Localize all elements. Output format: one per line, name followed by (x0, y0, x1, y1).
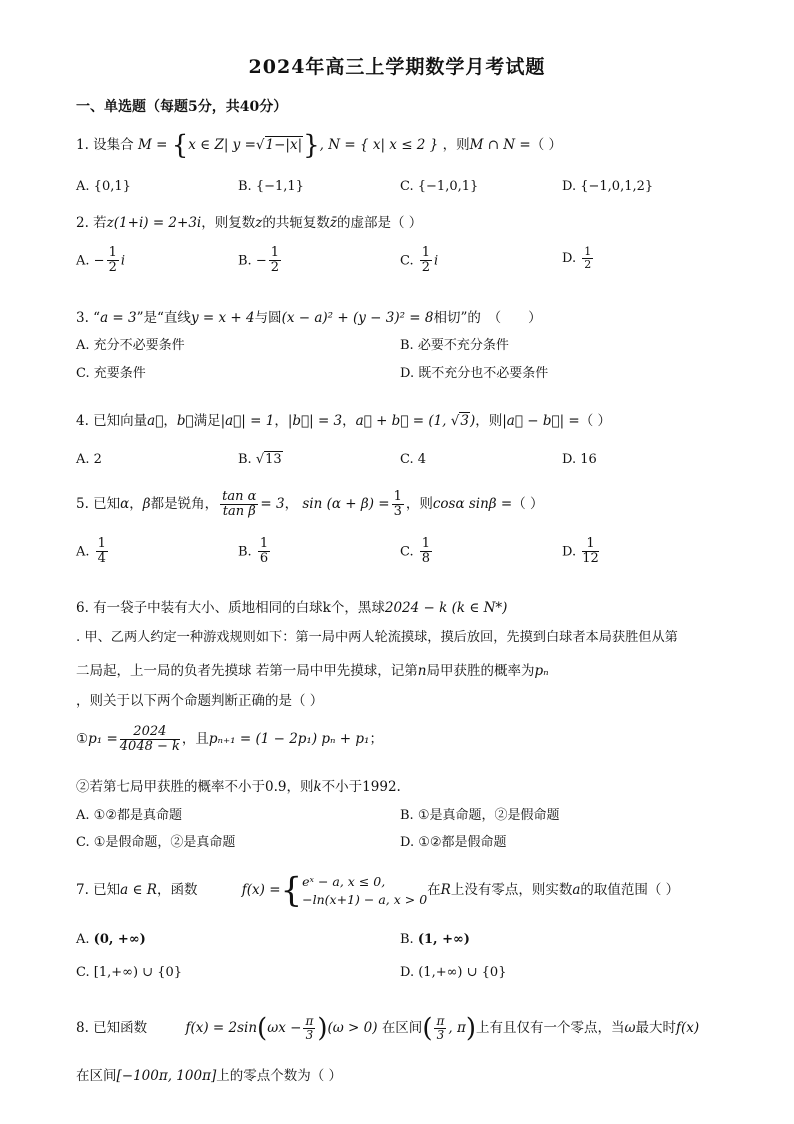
q1-answer-paren: （ ） (530, 137, 563, 153)
q2-option-b: B. − $\frac{1}{2}$ (238, 245, 280, 276)
q7-option-c: C. [1,+∞) ∪ {0} (76, 965, 183, 980)
q7-option-b: B. (1, +∞) (400, 932, 470, 947)
q4-cond-3: a⃗ + b⃗ = (1, √3) (355, 413, 476, 429)
q7-option-a: A. (0, +∞) (76, 932, 146, 947)
q7-function-label: f(x) = (241, 882, 281, 898)
page-title: 2024年高三上学期数学月考试题 (248, 56, 546, 78)
q2-option-d: D. $\frac{1}{2}$ (562, 245, 592, 272)
q4-ask: |a⃗ − b⃗| = (502, 413, 580, 429)
q8-interval: [−100π, 100π] (116, 1068, 217, 1084)
question-1-stem: 1. 设集合 M = {x ∈ Z| y =√1−|x|}, N = { x| x ≤ 2 } ，则M ∩ N =（ ） (76, 130, 563, 161)
question-8-stem: 8. 已知函数 f(x) = 2sin(ωx − $\frac{\pi}{3}$ )(ω > 0) 在区间( $\frac{\pi}{3}$ , π)上有且仅有一个零点，当ω最大时f(x) (76, 1013, 700, 1044)
q6-proposition-2: ②若第七局甲获胜的概率不小于0.9，则k不小于1992. (76, 779, 401, 795)
section-heading: 一、单选题（每题5分，共40分） (76, 99, 288, 115)
q4-option-a: A. 2 (76, 452, 102, 467)
q6-option-a: A. ①②都是真命题 (76, 808, 182, 823)
question-8-line-2: 在区间[−100π, 100π]上的零点个数为（ ） (76, 1068, 343, 1084)
q4-cond-2: |b⃗| = 3 (287, 413, 343, 429)
question-5-stem: 5. 已知α，β都是锐角， $\frac{\text{tan α}}{\text{tan β}}$ = 3， sin (α + β) = $\frac{1}{3}$ ，则cosα sinβ =（ ） (76, 488, 544, 519)
q1-set-m-label: M = (137, 137, 168, 153)
q4-cond-1: |a⃗| = 1 (220, 413, 275, 429)
q1-option-c: C. {−1,0,1} (400, 179, 479, 194)
question-7-stem: 7. 已知a ∈ R，函数 f(x) ={ eˣ − a, x ≤ 0, −ln(x+1) − a, x > 0 在R上没有零点，则实数a的取值范围（ ） (76, 870, 680, 911)
q3-line-eq: y = x + 4 (190, 310, 255, 326)
q4-option-c: C. 4 (400, 452, 427, 467)
q5-option-a: A. $\frac{1}{4}$ (76, 536, 106, 567)
q2-expression: z(1+i) = 2+3i (106, 215, 202, 231)
question-6-line-4: ，则关于以下两个命题判断正确的是（ ） (76, 693, 324, 709)
q1-option-d: D. {−1,0,1,2} (562, 179, 654, 194)
q7-option-d: D. (1,+∞) ∪ {0} (400, 965, 507, 980)
q1-expression: M ∩ N = (469, 137, 531, 153)
question-6-line-2: . 甲、乙两人约定一种游戏规则如下：第一局中两人轮流摸球，摸后放回，先摸到白球者本局获胜但从第 (76, 630, 678, 645)
q6-option-d: D. ①②都是假命题 (400, 835, 507, 850)
q6-proposition-1: ①p₁ = $\frac{2024}{4048 - k}$ ，且pₙ₊₁ = (1 − 2p₁) pₙ + p₁； (76, 723, 383, 754)
q4-option-b: B. √13 (238, 452, 282, 467)
q6-option-c: C. ①是假命题，②是真命题 (76, 835, 236, 850)
q8-function: f(x) = 2sin (185, 1020, 258, 1036)
q3-option-b: B. 必要不充分条件 (400, 338, 509, 353)
question-4-stem: 4. 已知向量a⃗，b⃗满足|a⃗| = 1，|b⃗| = 3，a⃗ + b⃗ = (1, √3)，则|a⃗ − b⃗| =（ ） (76, 413, 612, 429)
q3-option-a: A. 充分不必要条件 (76, 338, 185, 353)
q3-circle-eq: (x − a)² + (y − 3)² = 8 (281, 310, 434, 326)
q1-set-m-body: x ∈ Z| y = (188, 137, 256, 153)
q1-text-b: ，则 (442, 137, 470, 153)
q1-option-b: B. {−1,1} (238, 179, 304, 194)
q3-option-d: D. 既不充分也不必要条件 (400, 366, 549, 381)
q2-option-a: A. − $\frac{1}{2}$ i (76, 245, 126, 276)
q4-option-d: D. 16 (562, 452, 597, 467)
q5-ask: cosα sinβ = (432, 496, 513, 512)
question-2-stem: 2. 若z(1+i) = 2+3i，则复数z的共轭复数z̄的虚部是（ ） (76, 215, 423, 231)
q5-option-c: C. $\frac{1}{8}$ (400, 536, 431, 567)
question-6-line-3: 二局起，上一局的负者先摸球 若第一局中甲先摸球，记第n局甲获胜的概率为pₙ (76, 663, 549, 679)
q5-option-b: B. $\frac{1}{6}$ (238, 536, 269, 567)
q2-option-c: C. $\frac{1}{2}$ i (400, 245, 439, 276)
q6-option-b: B. ①是真命题，②是假命题 (400, 808, 560, 823)
q6-black-count: 2024 − k (k ∈ N*) (384, 600, 508, 616)
q5-option-d: D. $\frac{1}{12}$ (562, 536, 599, 567)
q3-condition: a = 3 (100, 310, 137, 326)
q3-option-c: C. 充要条件 (76, 366, 146, 381)
q1-text: 1. 设集合 (76, 137, 134, 153)
q1-option-a: A. {0,1} (76, 179, 131, 194)
q1-set-n: , N = { x| x ≤ 2 } (319, 137, 439, 153)
question-6-line-1: 6. 有一袋子中装有大小、质地相同的白球k个，黑球2024 − k (k ∈ N*) (76, 600, 508, 616)
question-3-stem: 3. “a = 3”是“直线y = x + 4与圆(x − a)² + (y − 3)² = 8相切”的 （ ） (76, 310, 542, 326)
q1-set-m-radicand: 1−|x| (265, 137, 303, 153)
